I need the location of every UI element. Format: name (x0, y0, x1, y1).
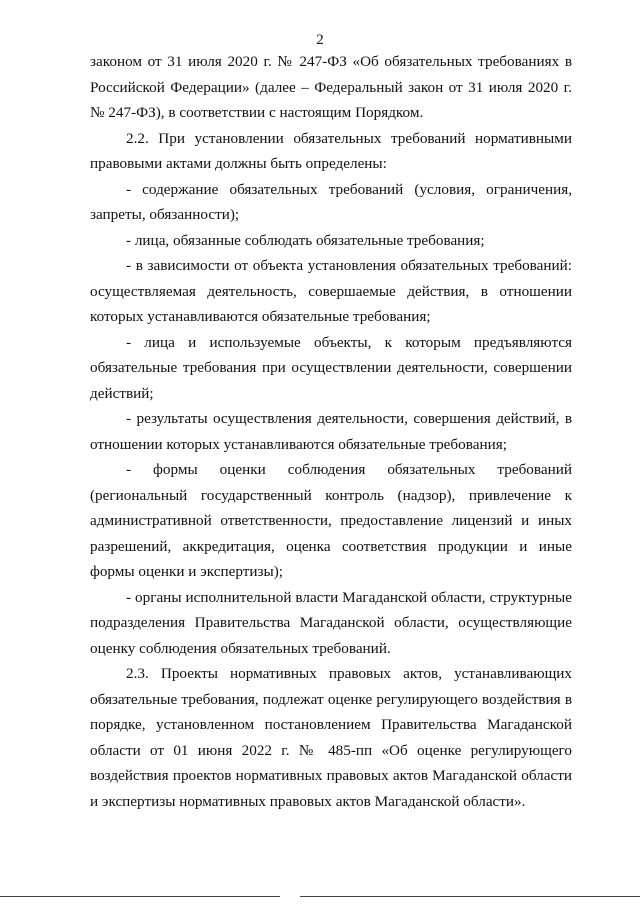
document-body (90, 49, 572, 814)
paragraph-continuation: законом от 31 июля 2020 г. № 247-ФЗ «Об обязательных требованиях в Российской Федерации» (далее – Федеральный закон от 31 июля 2020 г. № 247-ФЗ), в соответствии с настоящим Порядком. (90, 53, 572, 121)
bottom-rule-left (0, 896, 280, 897)
page-bottom-edge (0, 896, 640, 899)
bottom-rule-right (300, 896, 640, 897)
list-item-content: - содержание обязательных требований (условия, ограничения, запреты, обязанности); (90, 180, 572, 223)
list-item-persons-objects: - лица и используемые объекты, к которым предъявляются обязательные требования при осуществлении деятельности, совершении действий; (90, 333, 572, 402)
paragraph-2-3: 2.3. Проекты нормативных правовых актов, устанавливающих обязательные требования, подлежат оценке регулирующего воздействия в порядке, установленном постановлением Правительства Магаданской области от 01 июня 2022 г. № 485-пп «Об оценке регулирующего воздействия проектов нормативных правовых актов Магаданской области и экспертизы нормативных правовых актов Магаданской области». (90, 665, 572, 810)
list-item-object: - в зависимости от объекта установления обязательных требований: осуществляемая деятельность, совершаемые действия, в отношении которых устанавливаются обязательные требования; (90, 257, 572, 325)
list-item-forms: - формы оценки соблюдения обязательных требований (региональный государственный контроль (надзор), привлечение к административной ответственности, предоставление лицензий и иных разрешений, аккредитация, оценка соответствия продукции и иные формы оценки и экспертизы); (90, 461, 572, 580)
list-item-authorities: - органы исполнительной власти Магаданской области, структурные подразделения Правительства Магаданской области, осуществляющие оценку соблюдения обязательных требований. (90, 588, 572, 657)
list-item-persons: - лица, обязанные соблюдать обязательные требования; (126, 231, 485, 249)
page-number: 2 (316, 32, 324, 48)
list-item-results: - результаты осуществления деятельности, совершения действий, в отношении которых устанавливаются обязательные требования; (90, 410, 572, 453)
paragraph-2-2: 2.2. При установлении обязательных требований нормативными правовыми актами должны быть определены: (90, 129, 572, 172)
